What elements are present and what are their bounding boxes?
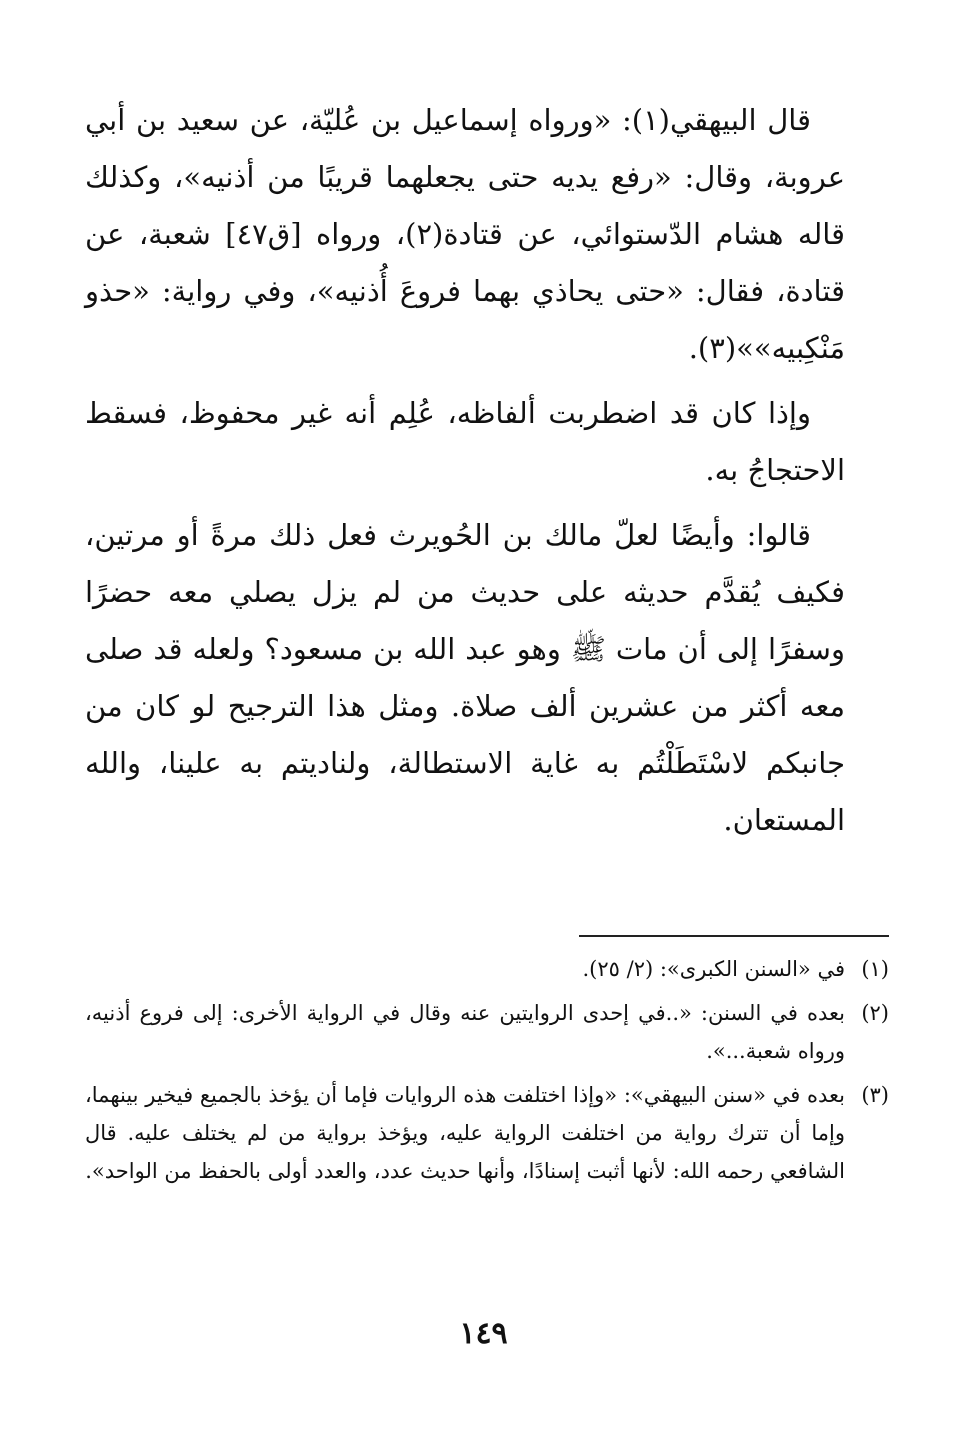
footnote-number: (١) <box>861 957 889 981</box>
main-text <box>85 92 845 857</box>
paragraph-malik-argument: قالوا: وأيضًا لعلّ مالك بن الحُويرث فعل ذلك مرةً أو مرتين، فكيف يُقدَّم حديثه على حديث من لم يزل يصلي معه حضرًا وسفرًا إلى أن مات ﷺ وهو عبد الله بن مسعود؟ ولعله قد صلى معه أكثر من عشرين ألف صلاة. ومثل هذا الترجيح لو كان من جانبكم لاسْتَطَلْتُم به غاية الاستطالة، ولناديتم به علينا، والله المستعان. <box>85 518 845 837</box>
footnote-text: بعده في «سنن البيهقي»: «وإذا اختلفت هذه الروايات فإما أن يؤخذ بالجميع فيخير بينهما، وإما أن تترك رواية من اختلفت الرواية عليه، ويؤخذ برواية من لم يختلف عليه. قال الشافعي رحمه الله: لأنها أثبت إسنادًا، وأنها حديث عدد، والعدد أولى بالحفظ من الواحد». <box>85 1083 845 1183</box>
footnote-divider <box>579 935 889 937</box>
footnote-2 <box>85 994 889 1070</box>
footnote-text: بعده في السنن: «..في إحدى الروايتين عنه وقال في الرواية الأخرى: إلى فروع أذنيه، ورواه شعبة...». <box>85 1001 845 1063</box>
page-number: ١٤٩ <box>459 1316 508 1351</box>
paragraph-bayhaqi-quote: قال البيهقي(١): «ورواه إسماعيل بن عُليّة، عن سعيد بن أبي عروبة، وقال: «رفع يديه حتى يجعلهما قريبًا من أذنيه»، وكذلك قاله هشام الدّستوائي، عن قتادة(٢)، ورواه [ق٤٧] شعبة، عن قتادة، فقال: «حتى يحاذي بهما فروعَ أُذنيه»، وفي رواية: «حذو مَنْكِبيه»»(٣). <box>85 103 846 365</box>
footnote-number: (٢) <box>861 1001 889 1025</box>
footnote-1 <box>85 950 889 988</box>
footnote-text: في «السنن الكبرى»: (٢/ ٢٥). <box>582 957 845 981</box>
footnote-3 <box>85 1076 889 1190</box>
footnotes <box>85 950 889 1196</box>
paragraph-inconsistency: وإذا كان قد اضطربت ألفاظه، عُلِم أنه غير محفوظ، فسقط الاحتجاجُ به. <box>85 396 845 487</box>
footnote-number: (٣) <box>861 1083 889 1107</box>
